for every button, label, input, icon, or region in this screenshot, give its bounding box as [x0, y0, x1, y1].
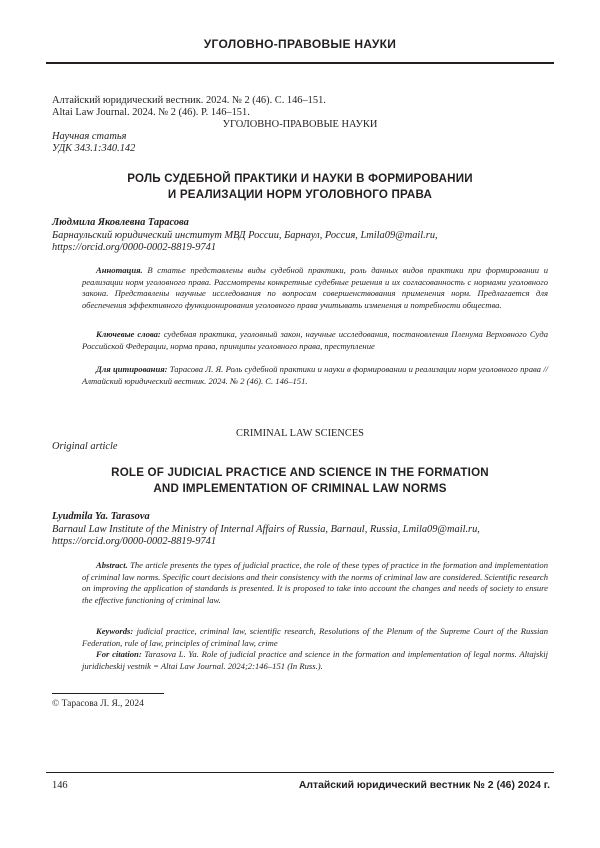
keywords-ru — [82, 329, 548, 352]
orcid-en: https://orcid.org/0000-0002-8819-9741 — [52, 536, 216, 548]
footnote-rule — [52, 693, 164, 694]
cite-ru — [82, 364, 548, 387]
author-en: Lyudmila Ya. Tarasova — [52, 511, 150, 523]
keywords-en-label: Keywords: — [96, 626, 133, 636]
keywords-en-text: judicial practice, criminal law, scientific research, Resolutions of the Plenum of the Supreme Court of the Russian Federation, rule of law, principles of criminal law, crime — [82, 626, 548, 648]
citation-en: Altai Law Journal. 2024. № 2 (46). P. 146–151. — [52, 107, 250, 119]
keywords-ru-text: судебная практика, уголовный закон, научные исследования, постановления Пленума Верховного Суда Российской Федерации, норма права, принципы уголовного права, преступление — [82, 329, 548, 351]
author-ru: Людмила Яковлевна Тарасова — [52, 217, 189, 229]
keywords-ru-label: Ключевые слова: — [96, 329, 161, 339]
article-type-en: Original article — [52, 441, 118, 453]
title-ru-line-1: РОЛЬ СУДЕБНОЙ ПРАКТИКИ И НАУКИ В ФОРМИРОВАНИИ — [60, 171, 540, 187]
article-type-ru: Научная статья — [52, 131, 126, 143]
title-en-line-2: AND IMPLEMENTATION OF CRIMINAL LAW NORMS — [60, 481, 540, 497]
affiliation-ru-line-1: Барнаульский юридический институт МВД России, Барнаул, Россия, Lmila09@mail.ru, — [52, 230, 438, 242]
title-ru-line-2: И РЕАЛИЗАЦИИ НОРМ УГОЛОВНОГО ПРАВА — [60, 187, 540, 203]
udk: УДК 343.1:340.142 — [52, 143, 135, 155]
abstract-ru-text: В статье представлены виды судебной практики, роль данных видов практики при формировании и реализации норм уголовного права. Рассмотрены конкретные судебные решения и их согласованность с нормами уголовного закона. Представлены научные исследования по вопросам совершенствования применения норм. Предлагается для обеспечения эффективного функционирования уголовного права учитывать изменения и потребности общества. — [82, 265, 548, 310]
citation-ru: Алтайский юридический вестник. 2024. № 2 (46). С. 146–151. — [52, 95, 326, 107]
page-number: 146 — [52, 780, 68, 792]
keywords-en — [82, 626, 548, 649]
copyright: © Тарасова Л. Я., 2024 — [52, 698, 144, 710]
section-ru: УГОЛОВНО-ПРАВОВЫЕ НАУКИ — [0, 119, 600, 131]
journal-footer: Алтайский юридический вестник № 2 (46) 2024 г. — [299, 780, 550, 792]
cite-en — [82, 649, 548, 672]
header-rule — [46, 62, 554, 64]
cite-en-text: Tarasova L. Ya. Role of judicial practice and science in the formation and implementation of legal norms. Altajskij juridicheskij vestnik = Altai Law Journal. 2024;2:146–151 (In Russ.). — [82, 649, 548, 671]
abstract-en-label: Abstract. — [96, 560, 128, 570]
abstract-ru — [82, 265, 548, 311]
orcid-ru: https://orcid.org/0000-0002-8819-9741 — [52, 242, 216, 254]
affiliation-en-line-1: Barnaul Law Institute of the Ministry of Internal Affairs of Russia, Barnaul, Russia, Lmila09@mail.ru, — [52, 524, 480, 536]
cite-ru-label: Для цитирования: — [96, 364, 168, 374]
abstract-en-text: The article presents the types of judicial practice, the role of these types of practice in the formation and implementation of criminal law norms. Specific court decisions and their consistency with the norms of criminal law are considered. Scientific research on improving the application of standards is presented. It is proposed to take into account the changes and needs of society to ensure the effective functioning of criminal law. — [82, 560, 548, 605]
cite-ru-text: Тарасова Л. Я. Роль судебной практики и науки в формировании и реализации норм уголовного права // Алтайский юридический вестник. 2024. № 2 (46). С. 146–151. — [82, 364, 548, 386]
section-en: CRIMINAL LAW SCIENCES — [0, 428, 600, 440]
abstract-ru-label: Аннотация. — [96, 265, 143, 275]
footer-rule — [46, 772, 554, 773]
abstract-en — [82, 560, 548, 606]
title-en-line-1: ROLE OF JUDICIAL PRACTICE AND SCIENCE IN THE FORMATION — [60, 465, 540, 481]
running-header: УГОЛОВНО-ПРАВОВЫЕ НАУКИ — [0, 40, 600, 48]
cite-en-label: For citation: — [96, 649, 142, 659]
